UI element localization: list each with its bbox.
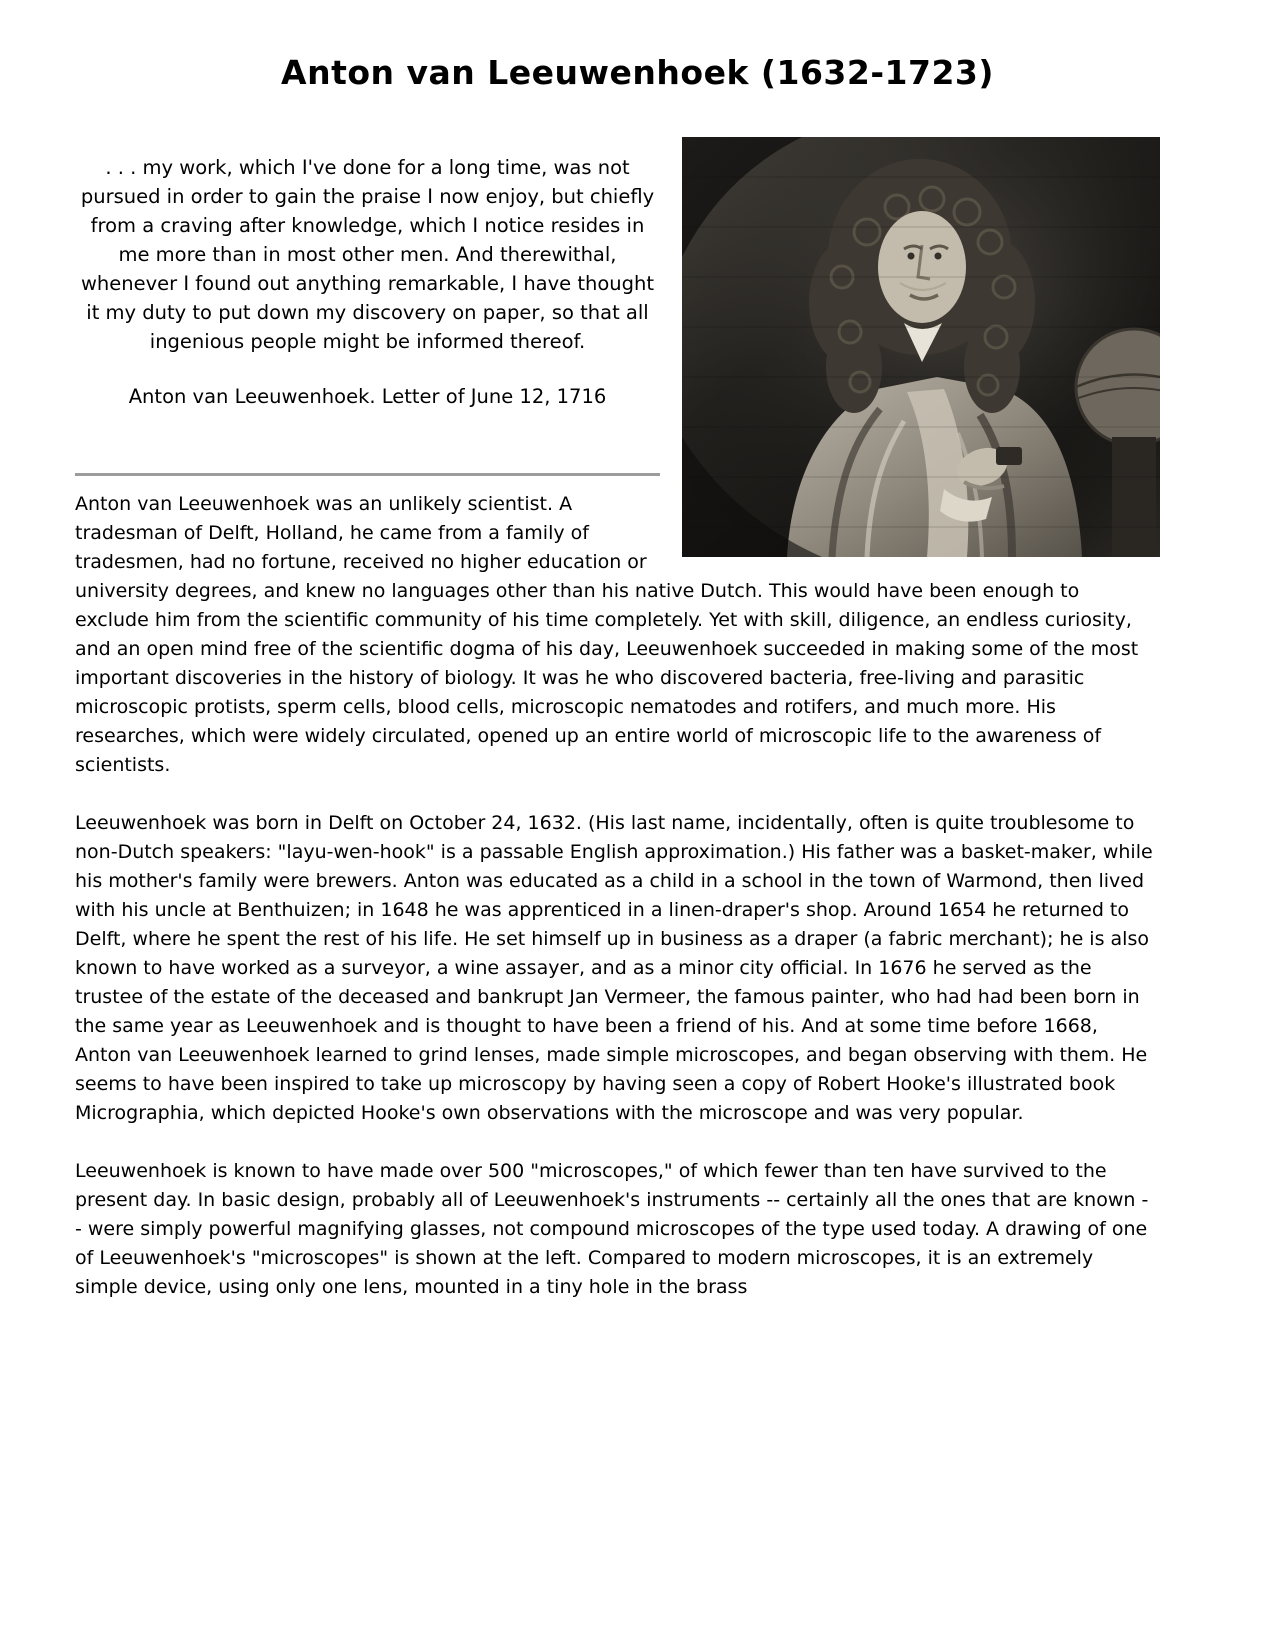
- leeuwenhoek-portrait-image: [682, 137, 1160, 557]
- page-title: Anton van Leeuwenhoek (1632-1723): [281, 53, 994, 92]
- body-paragraph-2: Leeuwenhoek was born in Delft on October 24, 1632. (His last name, incidentally, often is quite troublesome to non-Dutch speakers: "layu-wen-hook" is a passable English approximation.) His father was a basket-maker, while his mother's family were brewers. Anton was educated as a child in a school in the town of Warmond, then lived with his uncle at Benthuizen; in 1648 he was apprenticed in a linen-draper's shop. Around 1654 he returned to Delft, where he spent the rest of his life. He set himself up in business as a draper (a fabric merchant); he is also known to have worked as a surveyor, a wine assayer, and as a minor city official. In 1676 he served as the trustee of the estate of the deceased and bankrupt Jan Vermeer, the famous painter, who had had been born in the same year as Leeuwenhoek and is thought to have been a friend of his. And at some time before 1668, Anton van Leeuwenhoek learned to grind lenses, made simple microscopes, and began observing with them. He seems to have been inspired to take up microscopy by having seen a copy of Robert Hooke's illustrated book Micrographia, which depicted Hooke's own observations with the microscope and was very popular.: [75, 811, 1153, 1124]
- section-divider: [75, 473, 660, 476]
- quote-text: . . . my work, which I've done for a long time, was not pursued in order to gain the praise I now enjoy, but chiefly from a craving after knowledge, which I notice resides in me more than in most other men. And therewithal, whenever I found out anything remarkable, I have thought it my duty to put down my discovery on paper, so that all ingenious people might be informed thereof.: [80, 155, 655, 353]
- page-content: [0, 153, 1275, 1302]
- quote-attribution: Anton van Leeuwenhoek. Letter of June 12, 1716: [128, 384, 607, 408]
- body-paragraph-1: Anton van Leeuwenhoek was an unlikely scientist. A tradesman of Delft, Holland, he came from a family of tradesmen, had no fortune, received no higher education or university degrees, and knew no languages other than his native Dutch. This would have been enough to exclude him from the scientific community of his time completely. Yet with skill, diligence, an endless curiosity, and an open mind free of the scientific dogma of his day, Leeuwenhoek succeeded in making some of the most important discoveries in the history of biology. It was he who discovered bacteria, free-living and parasitic microscopic protists, sperm cells, blood cells, microscopic nematodes and rotifers, and much more. His researches, which were widely circulated, opened up an entire world of microscopic life to the awareness of scientists.: [75, 492, 1139, 776]
- body-paragraph-3: Leeuwenhoek is known to have made over 500 "microscopes," of which fewer than ten have survived to the present day. In basic design, probably all of Leeuwenhoek's instruments -- certainly all the ones that are known -- were simply powerful magnifying glasses, not compound microscopes of the type used today. A drawing of one of Leeuwenhoek's "microscopes" is shown at the left. Compared to modern microscopes, it is an extremely simple device, using only one lens, mounted in a tiny hole in the brass: [75, 1159, 1149, 1298]
